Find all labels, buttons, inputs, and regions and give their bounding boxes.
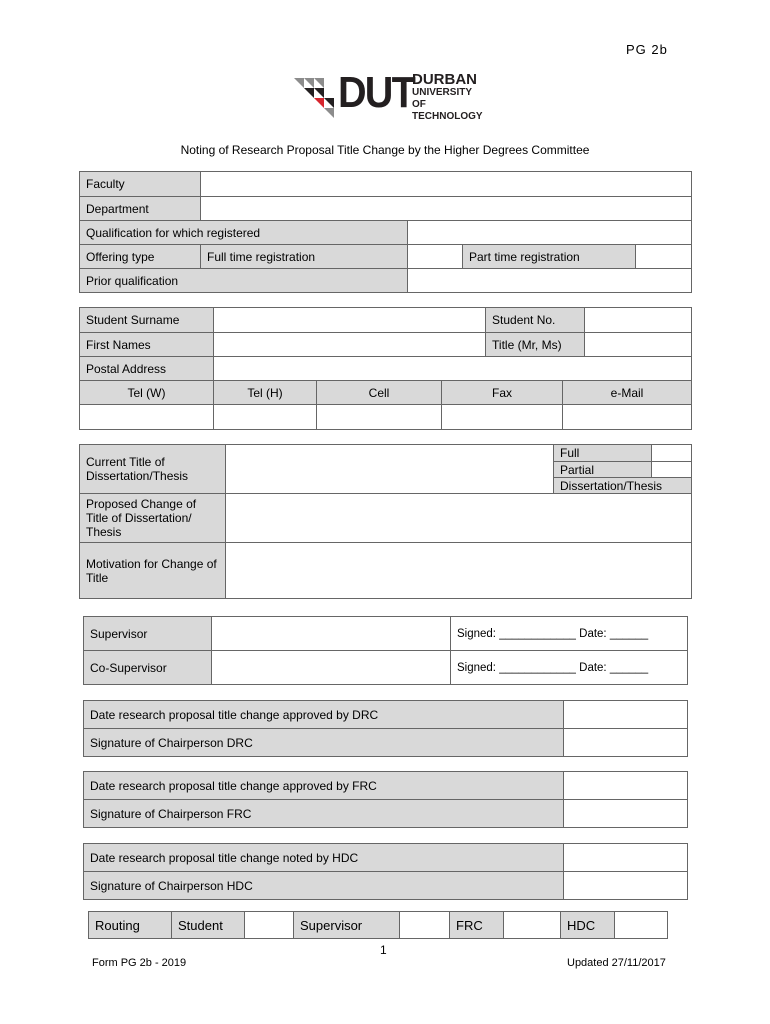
frc-signature-label: Signature of Chairperson FRC	[84, 800, 564, 828]
first-names-field[interactable]	[214, 333, 486, 357]
routing-student-label: Student	[172, 912, 245, 939]
hdc-date-label: Date research proposal title change noted by HDC	[84, 844, 564, 872]
logo-line-1: DURBAN	[412, 71, 477, 88]
fax-label: Fax	[442, 381, 563, 405]
partial-label: Partial	[554, 462, 652, 478]
email-field[interactable]	[563, 405, 692, 430]
drc-table	[83, 700, 688, 757]
motivation-label: Motivation for Change of Title	[80, 543, 226, 599]
faculty-table	[79, 171, 692, 293]
supervisor-label: Supervisor	[84, 617, 212, 651]
qualification-field[interactable]	[408, 221, 692, 245]
proposed-title-field[interactable]	[226, 494, 692, 543]
co-supervisor-label: Co-Supervisor	[84, 651, 212, 685]
full-label: Full	[554, 445, 652, 462]
footer-updated: Updated 27/11/2017	[567, 957, 666, 969]
postal-label: Postal Address	[80, 357, 214, 381]
cell-label: Cell	[317, 381, 442, 405]
logo-triangles-icon	[294, 72, 340, 118]
full-time-field[interactable]	[408, 245, 463, 269]
routing-student-field[interactable]	[245, 912, 294, 939]
faculty-field[interactable]	[201, 172, 692, 197]
drc-signature-label: Signature of Chairperson DRC	[84, 729, 564, 757]
page-code: PG 2b	[626, 42, 668, 57]
tel-h-label: Tel (H)	[214, 381, 317, 405]
part-time-label: Part time registration	[463, 245, 636, 269]
full-time-label: Full time registration	[201, 245, 408, 269]
routing-hdc-field[interactable]	[615, 912, 668, 939]
thesis-table	[79, 444, 692, 599]
surname-label: Student Surname	[80, 308, 214, 333]
routing-supervisor-field[interactable]	[400, 912, 450, 939]
tel-h-field[interactable]	[214, 405, 317, 430]
student-no-label: Student No.	[486, 308, 585, 333]
department-label: Department	[80, 197, 201, 221]
co-supervisor-signed[interactable]: Signed: ____________ Date: ______	[451, 651, 688, 685]
hdc-signature-field[interactable]	[564, 872, 688, 900]
student-table	[79, 307, 692, 430]
routing-frc-field[interactable]	[504, 912, 561, 939]
drc-date-label: Date research proposal title change approved by DRC	[84, 701, 564, 729]
hdc-signature-label: Signature of Chairperson HDC	[84, 872, 564, 900]
title-label: Title (Mr, Ms)	[486, 333, 585, 357]
logo-line-2: UNIVERSITY OF	[412, 87, 472, 110]
proposed-title-label: Proposed Change of Title of Dissertation/ Thesis	[80, 494, 226, 543]
frc-signature-field[interactable]	[564, 800, 688, 828]
tel-w-field[interactable]	[80, 405, 214, 430]
surname-field[interactable]	[214, 308, 486, 333]
drc-signature-field[interactable]	[564, 729, 688, 757]
postal-field[interactable]	[214, 357, 692, 381]
title-field[interactable]	[585, 333, 692, 357]
prior-qualification-label: Prior qualification	[80, 269, 408, 293]
co-supervisor-field[interactable]	[212, 651, 451, 685]
dissertation-thesis-label: Dissertation/Thesis	[554, 478, 692, 494]
routing-table	[88, 911, 668, 939]
motivation-field[interactable]	[226, 543, 692, 599]
cell-field[interactable]	[317, 405, 442, 430]
supervisor-table	[83, 616, 688, 685]
frc-date-field[interactable]	[564, 772, 688, 800]
tel-w-label: Tel (W)	[80, 381, 214, 405]
routing-supervisor-label: Supervisor	[294, 912, 400, 939]
hdc-table	[83, 843, 688, 900]
frc-date-label: Date research proposal title change approved by FRC	[84, 772, 564, 800]
supervisor-field[interactable]	[212, 617, 451, 651]
partial-checkbox[interactable]	[652, 462, 692, 478]
supervisor-signed[interactable]: Signed: ____________ Date: ______	[451, 617, 688, 651]
offering-type-label: Offering type	[80, 245, 201, 269]
page-number: 1	[380, 943, 387, 957]
hdc-date-field[interactable]	[564, 844, 688, 872]
footer-form: Form PG 2b - 2019	[92, 957, 187, 969]
email-label: e-Mail	[563, 381, 692, 405]
page-title: Noting of Research Proposal Title Change by the Higher Degrees Committee	[180, 143, 590, 157]
drc-date-field[interactable]	[564, 701, 688, 729]
prior-qualification-field[interactable]	[408, 269, 692, 293]
routing-hdc-label: HDC	[561, 912, 615, 939]
current-title-label: Current Title of Dissertation/Thesis	[80, 445, 226, 494]
first-names-label: First Names	[80, 333, 214, 357]
fax-field[interactable]	[442, 405, 563, 430]
qualification-label: Qualification for which registered	[80, 221, 408, 245]
routing-label: Routing	[89, 912, 172, 939]
logo-line-3: TECHNOLOGY	[412, 111, 483, 122]
frc-table	[83, 771, 688, 828]
student-no-field[interactable]	[585, 308, 692, 333]
faculty-label: Faculty	[80, 172, 201, 197]
department-field[interactable]	[201, 197, 692, 221]
current-title-field[interactable]	[226, 445, 554, 494]
part-time-field[interactable]	[636, 245, 692, 269]
logo-mark: DUT	[338, 68, 414, 117]
full-checkbox[interactable]	[652, 445, 692, 462]
university-logo	[294, 68, 484, 122]
routing-frc-label: FRC	[450, 912, 504, 939]
